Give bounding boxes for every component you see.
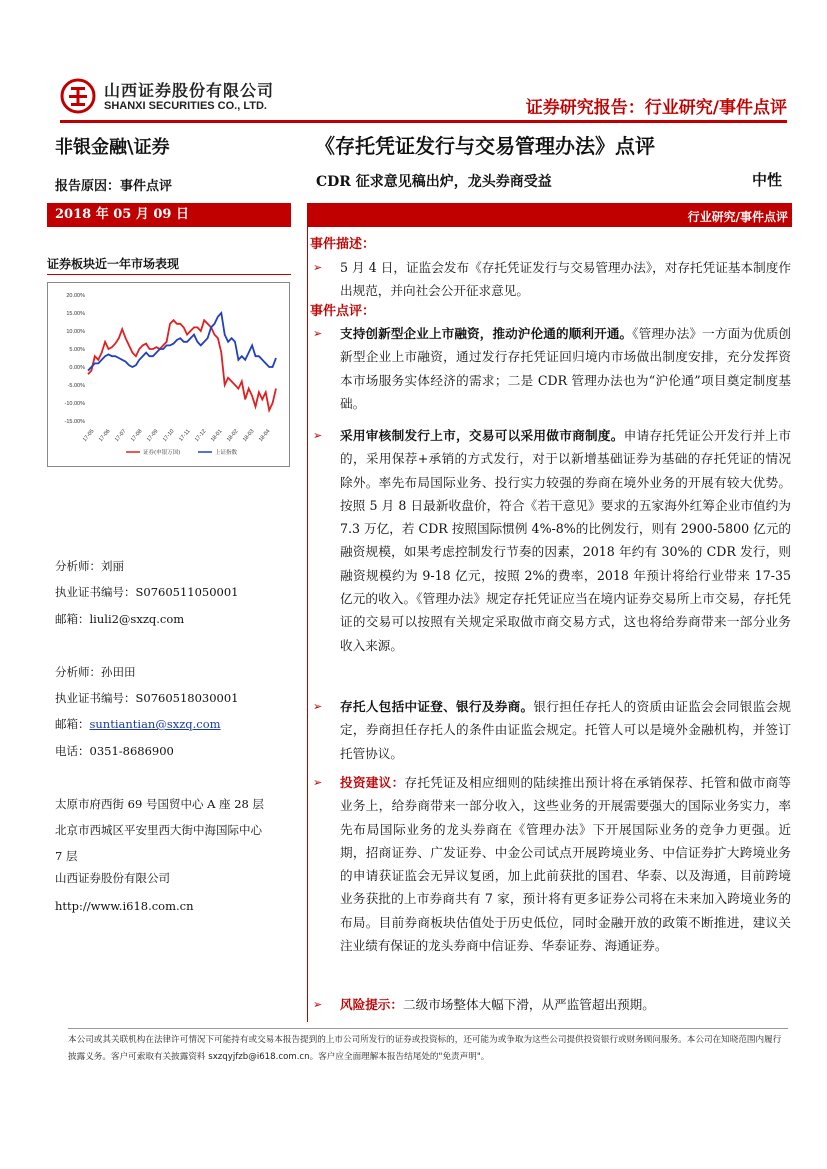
address-beijing-line1: 北京市西城区平安里西大街中海国际中心 (55, 823, 262, 837)
page-title: 《存托凭证发行与交易管理办法》点评 (315, 134, 655, 158)
x-tick-label: 17-09 (145, 428, 160, 444)
y-tick-label: 15.00% (66, 311, 85, 317)
chart-title-divider (47, 274, 291, 275)
y-tick-label: 0.00% (69, 365, 85, 371)
y-tick-label: 20.00% (66, 293, 85, 299)
legend-label: 证券(申银万国) (143, 450, 181, 456)
report-reason: 报告原因：事件点评 (55, 179, 173, 194)
contact-company: 山西证券股份有限公司 (55, 871, 170, 885)
analyst-1-email-row (55, 611, 184, 627)
point-1-text: 《管理办法》一方面为优质创新型企业上市融资，通过发行存托凭证回归境内市场做出制度安排，充分发挥资本市场服务实体经济的需求；二是 CDR 管理办法也为“沪伦通”项目奠定制度基础。 (340, 326, 791, 411)
x-tick-label: 18-03 (241, 428, 256, 444)
comment-point-1 (313, 322, 791, 415)
risk-warning-lead: 风险提示： (340, 997, 403, 1012)
analyst-2-email-row (55, 716, 221, 732)
risk-warning (313, 993, 791, 1016)
x-tick-label: 18-01 (209, 428, 224, 444)
y-tick-label: -5.00% (67, 383, 85, 389)
company-name-en: SHANXI SECURITIES CO., LTD. (104, 100, 267, 112)
chart-title: 证券板块近一年市场表现 (47, 257, 180, 271)
company-name-cn: 山西证券股份有限公司 (104, 81, 275, 100)
investment-advice-text: 存托凭证及相应细则的陆续推出预计将在承销保荐、托管和做市商等业务上，给券商带来一部分收入，这些业务的开展需要强大的国际业务实力，率先布局国际业务的龙头券商在《管理办法》下开展国际业务的竞争力更强。近期，招商证券、广发证券、中金公司试点开展跨境业务、中信证券扩大跨境业务的申请获证监会无异议复函，加上此前获批的国君、华泰、以及海通，目前跨境业务获批的上市券商共有 7 家，预计将有更多证券公司将在未来加入跨境业务的布局。目前券商板块估值处于历史低位，同时金融开放的政策不断推进，建议关注业绩有保证的龙头券商中信证券、华泰证券、海通证券。 (340, 775, 792, 954)
x-tick-label: 17-07 (113, 428, 128, 444)
date-bar: 2018 年 05 月 09 日 (47, 203, 291, 227)
report-subtitle: CDR 征求意见稿出炉，龙头券商受益 (316, 174, 552, 190)
point-1-lead: 支持创新型企业上市融资，推动沪伦通的顺利开通。 (340, 326, 633, 341)
x-tick-label: 17-10 (161, 428, 176, 444)
y-tick-label: -10.00% (64, 401, 85, 407)
comment-point-3 (313, 695, 791, 765)
sector-label: 非银金融\证券 (55, 137, 170, 158)
legend-label: 上证指数 (215, 450, 238, 456)
x-tick-label: 17-08 (129, 428, 144, 444)
arrow-bullet-icon: ➢ (313, 998, 323, 1011)
analyst-2-phone: 电话：0351-8686900 (55, 744, 174, 758)
point-2-text: 申请存托凭证公开发行并上市的，采用保荐+承销的方式发行，对于以新增基础证券为基础的存托凭证的情况除外。率先布局国际业务、投行实力较强的券商在境外业务的开展有较大优势。按照 5 月 8 日最新收盘价，符合《若干意见》要求的五家海外红筹企业市值约为 7.3 万亿，若 CDR 按照国际惯例 4%-8%的比例发行，则有 2900-5800 亿元的融资规模，如果考虑控制发行节奏的因素，2018 年约有 30%的 CDR 发行，则融资规模约为 9-18 亿元，按照 2%的费率，2018 年预计将给行业带来 17-35 亿元的收入。《管理办法》规定存托凭证应当在境内证券交易所上市交易，存托凭证的交易可以按照有关规定采取做市商交易方式，这也将给券商带来一部分业务收入来源。 (340, 428, 792, 653)
y-tick-label: 10.00% (66, 329, 85, 335)
arrow-bullet-icon: ➢ (313, 776, 323, 789)
risk-warning-text: 二级市场整体大幅下滑，从严监管超出预期。 (402, 997, 655, 1012)
y-tick-label: -15.00% (64, 419, 85, 425)
event-description-item (313, 256, 791, 303)
header-divider (60, 120, 787, 123)
investment-advice-lead: 投资建议： (340, 775, 405, 790)
report-type: 证券研究报告：行业研究/事件点评 (525, 98, 787, 118)
analyst-1-cert: 执业证书编号：S0760511050001 (55, 585, 239, 599)
arrow-bullet-icon: ➢ (313, 327, 323, 340)
x-tick-label: 18-02 (225, 428, 240, 444)
arrow-bullet-icon: ➢ (313, 261, 323, 274)
analyst-1-name: 分析师：刘丽 (55, 559, 124, 573)
point-3-lead: 存托人包括中证登、银行及券商。 (340, 699, 534, 714)
x-tick-label: 18-04 (257, 428, 272, 444)
arrow-bullet-icon: ➢ (313, 429, 323, 442)
x-tick-label: 17-06 (97, 428, 112, 444)
email-label: 邮箱： (55, 717, 90, 731)
x-tick-label: 17-11 (178, 428, 192, 443)
email-label: 邮箱： (55, 612, 90, 626)
address-beijing-line2: 7 层 (55, 849, 78, 863)
analyst-2-name: 分析师：孙田田 (55, 665, 136, 679)
column-divider (307, 227, 308, 1022)
event-description-text: 5 月 4 日，证监会发布《存托凭证发行与交易管理办法》，对存托凭证基本制度作出规范，并向社会公开征求意见。 (340, 260, 791, 299)
address-taiyuan: 太原市府西街 69 号国贸中心 A 座 28 层 (55, 797, 265, 811)
event-comment-heading: 事件点评： (310, 304, 376, 319)
disclaimer-text: 本公司或其关联机构在法律许可情况下可能持有或交易本报告提到的上市公司所发行的证券或投资标的，还可能为或争取为这些公司提供投资银行或财务顾问服务。本公司在知晓范围内履行披露义务。客户可索取有关披露资料 sxzqyjfzb@i618.com.cn。客户应全面理解本报告结尾处的"免责声明"。 (68, 1035, 782, 1062)
point-2-lead: 采用审核制发行上市，交易可以采用做市商制度。 (340, 428, 624, 443)
footer-divider (68, 1028, 788, 1029)
company-logo (60, 78, 96, 114)
point-3-text: 银行担任存托人的资质由证监会会同银监会规定，券商担任存托人的条件由证监会规定。托管人可以是境外金融机构，并签订托管协议。 (340, 699, 792, 761)
analyst-1-email: liuli2@sxzq.com (89, 612, 185, 626)
comment-point-2 (313, 424, 791, 657)
x-tick-label: 17-12 (193, 428, 208, 444)
investment-advice (313, 771, 791, 957)
y-tick-label: 5.00% (69, 347, 85, 353)
company-website[interactable]: http://www.i618.com.cn (55, 899, 194, 913)
analyst-2-cert: 执业证书编号：S0760518030001 (55, 691, 239, 705)
event-description-heading: 事件描述： (310, 237, 376, 252)
market-performance-chart (47, 282, 290, 467)
chart-canvas (48, 283, 289, 466)
arrow-bullet-icon: ➢ (313, 700, 323, 713)
rating-badge: 中性 (752, 171, 783, 189)
analyst-2-email-link[interactable]: suntiantian@sxzq.com (89, 717, 221, 731)
x-tick-label: 17-05 (81, 428, 96, 444)
category-bar: 行业研究/事件点评 (307, 203, 792, 227)
securities-index-line (88, 320, 276, 410)
